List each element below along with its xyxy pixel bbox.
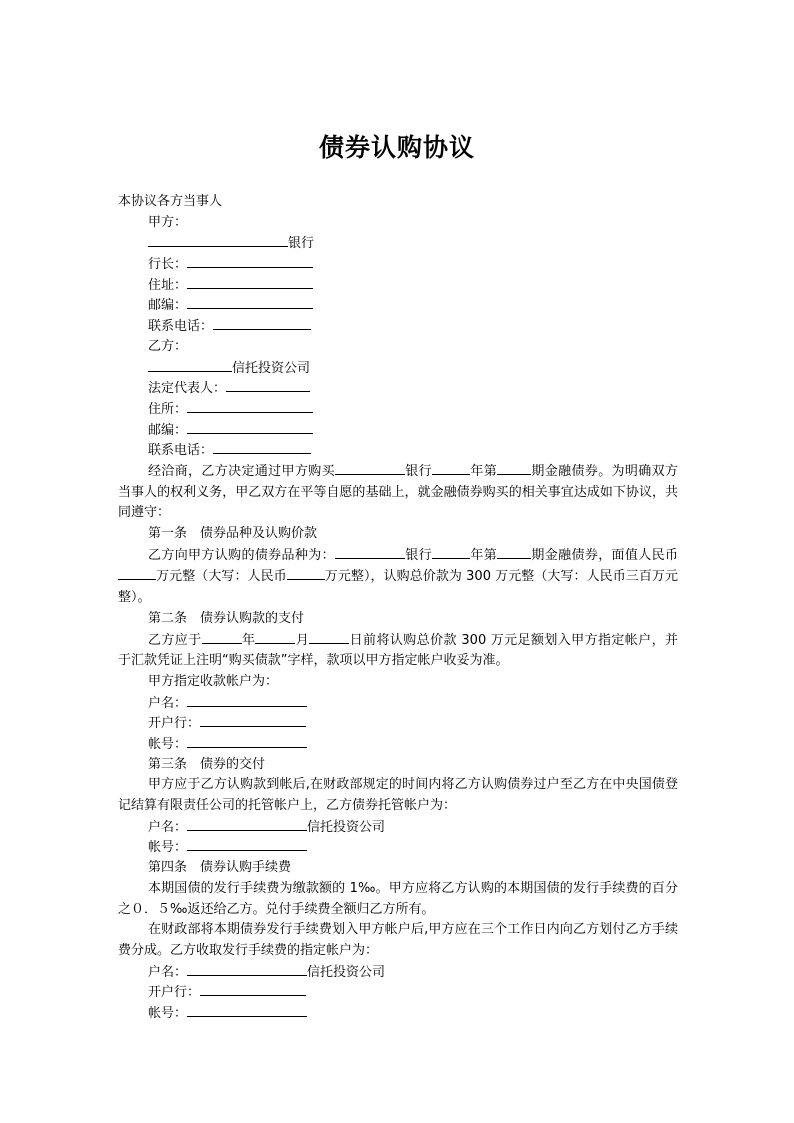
trust-suffix: 信托投资公司 xyxy=(307,964,386,980)
blank-field xyxy=(200,713,306,727)
blank-field xyxy=(148,358,232,372)
article-1-heading: 第一条 债券品种及认购价款 xyxy=(148,526,318,542)
field-label: 法定代表人： xyxy=(148,381,227,397)
field-label: 邮编： xyxy=(148,422,188,438)
custody-number-line xyxy=(118,837,678,858)
text: 乙方应于 xyxy=(148,632,202,648)
blank-field xyxy=(187,295,313,309)
paragraph-article-4-transfer: 在财政部将本期债券发行手续费划入甲方帐户后,甲方应在三个工作日内向乙方划付乙方手续费分成。乙方收取发行手续费的指定帐户为： xyxy=(118,922,678,958)
blank-field xyxy=(187,962,307,976)
blank-field xyxy=(497,545,531,559)
account-a-bank-line xyxy=(118,713,678,734)
account-a-title: 甲方指定收款帐户为： xyxy=(148,673,279,689)
blank-field xyxy=(187,254,313,268)
field-label: 户名： xyxy=(148,819,188,835)
text: 银行 xyxy=(404,547,433,563)
paragraph-article-1 xyxy=(118,545,678,609)
account-a-number-line xyxy=(118,734,678,755)
paragraph-article-3: 甲方应于乙方认购款到帐后,在财政部规定的时间内将乙方认购债券过户至乙方在中央国债登记结算有限责任公司的托管帐户上，乙方债券托管帐户为： xyxy=(118,777,678,814)
blank-field xyxy=(187,734,307,748)
blank-field xyxy=(335,545,405,559)
field-label: 开户行： xyxy=(148,985,201,1001)
blank-field xyxy=(287,566,325,580)
blank-field xyxy=(432,545,470,559)
text: 年第 xyxy=(470,463,498,479)
text: 日前将认购总价款 300 万元足额划入甲方指定帐户，并于汇款凭证上注明“购买债款”字样，款项以甲方指定帐户收妥为准。 xyxy=(118,632,678,669)
text: 万元整），认购总价款为 300 万元整（大写：人民币三百万元整）。 xyxy=(118,569,678,606)
text: 乙方向甲方认购的债券品种为： xyxy=(148,547,335,563)
document-body xyxy=(118,192,678,1024)
blank-field xyxy=(255,630,295,644)
field-label: 行长： xyxy=(148,257,188,273)
field-label: 帐号： xyxy=(148,1006,188,1022)
party-a-label: 甲方： xyxy=(148,214,188,230)
field-label: 帐号： xyxy=(148,840,188,856)
paragraph-preamble xyxy=(118,461,678,524)
fee-account-name-line xyxy=(118,962,678,983)
field-label: 联系电话： xyxy=(148,319,214,335)
text: 年第 xyxy=(470,547,498,563)
blank-field xyxy=(213,316,311,330)
blank-field xyxy=(497,461,531,475)
field-label: 户名： xyxy=(148,964,188,980)
party-b-phone-line xyxy=(118,440,678,461)
field-label: 开户行： xyxy=(148,716,201,732)
party-a-address-line xyxy=(118,275,678,296)
blank-field xyxy=(432,461,470,475)
blank-field xyxy=(187,693,307,707)
paragraph-article-2 xyxy=(118,630,678,672)
blank-field xyxy=(118,566,156,580)
field-label: 住址： xyxy=(148,277,188,293)
party-b-label: 乙方： xyxy=(148,338,188,354)
blank-field xyxy=(187,1003,307,1017)
blank-field xyxy=(187,399,313,413)
text: 期金融债券。为明确双方当事人的权利义务，甲乙双方在平等自愿的基础上，就金融债券购买的相关事宜达成如下协议，共同遵守： xyxy=(118,463,678,521)
party-b-address-line xyxy=(118,399,678,420)
trust-suffix: 信托投资公司 xyxy=(232,360,311,376)
field-label: 邮编： xyxy=(148,298,188,314)
blank-field xyxy=(148,233,288,247)
party-b-postcode-line xyxy=(118,420,678,441)
field-label: 户名： xyxy=(148,695,188,711)
text: 经洽商，乙方决定通过甲方购买 xyxy=(148,463,335,479)
party-a-phone-line xyxy=(118,316,678,337)
blank-field xyxy=(213,440,311,454)
blank-field xyxy=(187,817,307,831)
fee-account-bank-line xyxy=(118,982,678,1003)
field-label: 帐号： xyxy=(148,737,188,752)
blank-field xyxy=(187,837,307,851)
text: 万元整（大写：人民币 xyxy=(156,569,287,585)
text: 月 xyxy=(295,632,310,648)
party-a-postcode-line xyxy=(118,295,678,316)
party-a-bank-line xyxy=(118,233,678,254)
party-b-legal-rep-line xyxy=(118,378,678,399)
article-3-heading: 第三条 债券的交付 xyxy=(148,756,266,772)
article-4-heading: 第四条 债券认购手续费 xyxy=(148,860,292,876)
custody-name-line xyxy=(118,817,678,838)
blank-field xyxy=(200,982,306,996)
party-a-president-line xyxy=(118,254,678,275)
text: 年 xyxy=(241,632,256,648)
blank-field xyxy=(202,630,242,644)
text: 期金融债券，面值人民币 xyxy=(531,547,678,563)
field-label: 联系电话： xyxy=(148,443,214,459)
blank-field xyxy=(309,630,349,644)
blank-field xyxy=(335,461,405,475)
paragraph-article-4-fee: 本期国债的发行手续费为缴款额的 1‰。甲方应将乙方认购的本期国债的发行手续费的百分之０．５‰返还给乙方。兑付手续费全额归乙方所有。 xyxy=(118,880,678,917)
party-b-trust-line xyxy=(118,358,678,379)
trust-suffix: 信托投资公司 xyxy=(307,819,386,835)
blank-field xyxy=(187,420,313,434)
blank-field xyxy=(226,378,310,392)
bank-suffix: 银行 xyxy=(288,236,315,252)
document-title: 债券认购协议 xyxy=(318,133,475,162)
blank-field xyxy=(187,275,313,289)
parties-heading: 本协议各方当事人 xyxy=(118,194,223,209)
text: 银行 xyxy=(404,463,433,479)
fee-account-number-line xyxy=(118,1003,678,1024)
article-2-heading: 第二条 债券认购款的支付 xyxy=(148,610,305,626)
account-a-name-line xyxy=(118,693,678,714)
field-label: 住所： xyxy=(148,401,188,417)
